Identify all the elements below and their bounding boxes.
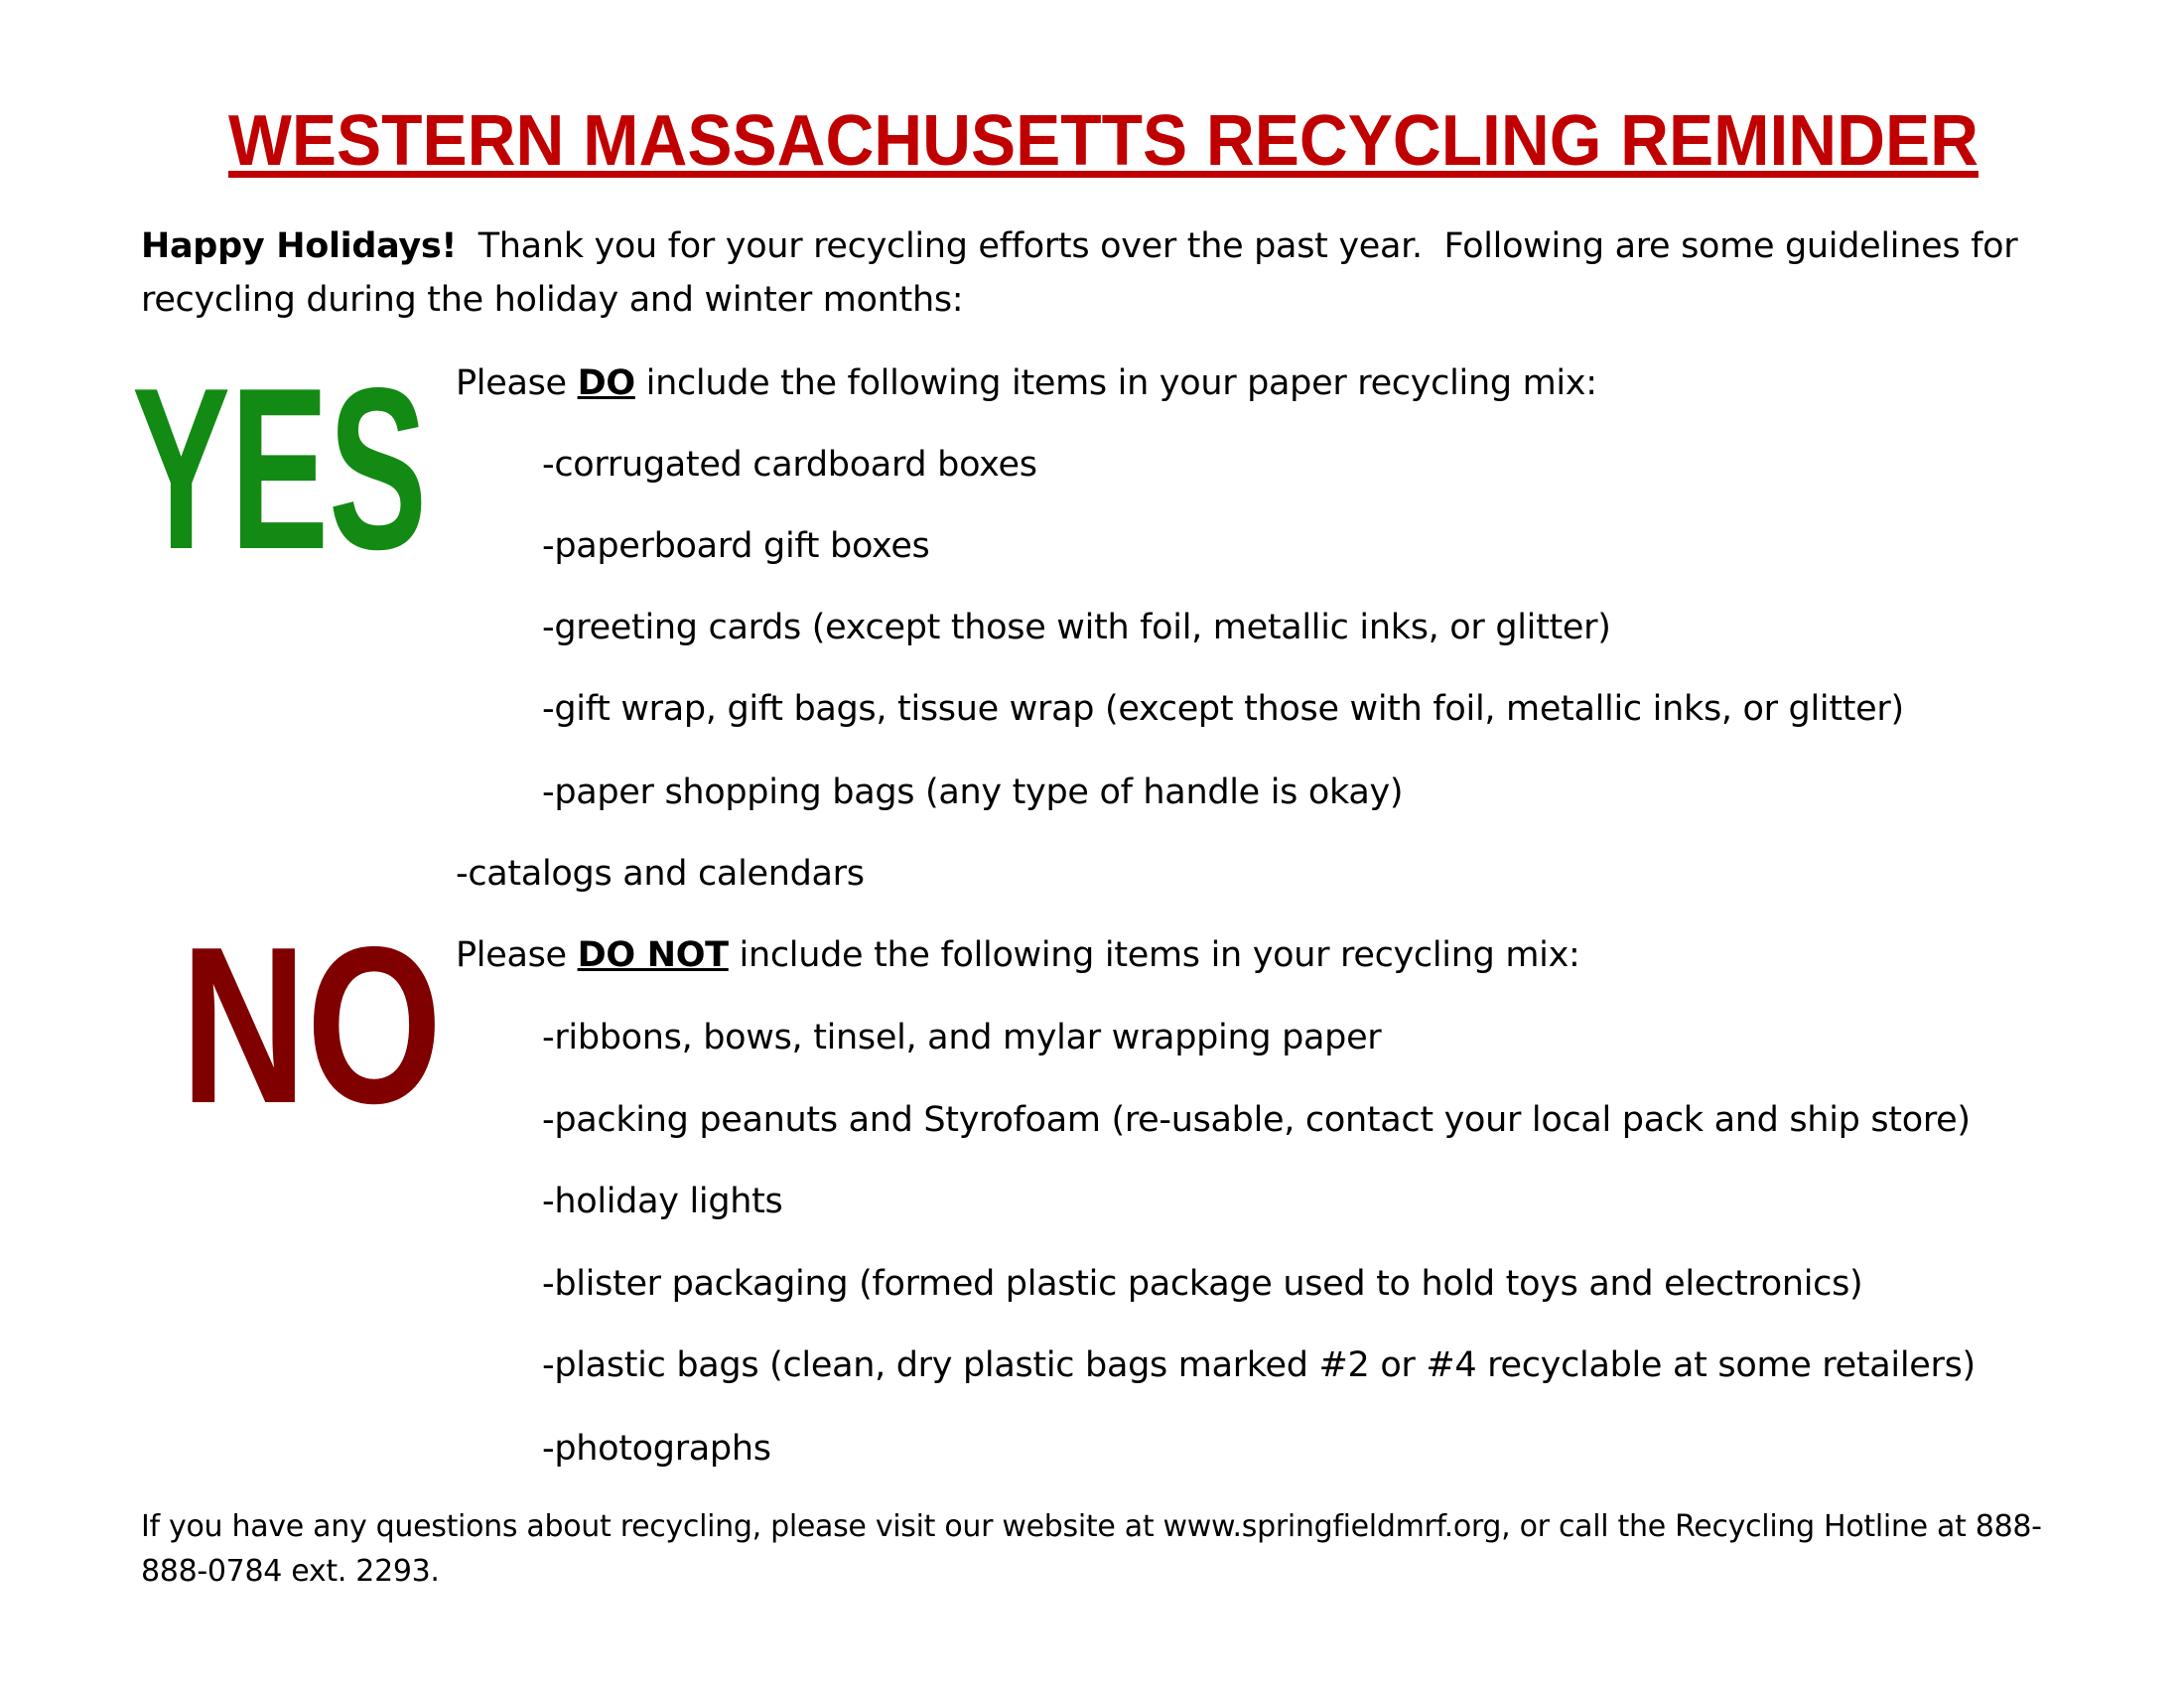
page-title: WESTERN MASSACHUSETTS RECYCLING REMINDER [228,101,1979,181]
yes-item: -greeting cards (except those with foil, metallic inks, or glitter) [542,608,1611,647]
yes-lead-prefix: Please [456,363,578,403]
yes-item: -corrugated cardboard boxes [542,445,1037,485]
yes-graphic: YES [132,341,428,598]
yes-item: -gift wrap, gift bags, tissue wrap (except those with foil, metallic inks, or glitter) [542,689,1904,729]
yes-item-extra: -catalogs and calendars [456,854,865,894]
intro-text: Thank you for your recycling efforts over the past year. Following are some guidelines for [457,226,2018,266]
footer-line-2: 888-0784 ext. 2293. [141,1554,440,1589]
greeting: Happy Holidays! [141,226,458,266]
no-lead-suffix: include the following items in your recycling mix: [728,935,1580,975]
no-item: -plastic bags (clean, dry plastic bags marked #2 or #4 recyclable at some retailers) [542,1345,1976,1385]
yes-item: -paper shopping bags (any type of handle is okay) [542,773,1404,812]
no-item: -ribbons, bows, tinsel, and mylar wrapping paper [542,1018,1382,1057]
yes-lead-suffix: include the following items in your paper recycling mix: [634,363,1597,403]
no-item: -holiday lights [542,1182,783,1221]
no-emphasis: DO NOT [577,935,729,975]
no-lead [456,933,1579,977]
yes-item: -paperboard gift boxes [542,526,930,566]
no-lead-prefix: Please [456,935,578,975]
yes-emphasis: DO [577,363,635,403]
no-item: -photographs [542,1429,771,1469]
no-item: -packing peanuts and Styrofoam (re-usable, contact your local pack and ship store) [542,1100,1971,1140]
no-item: -blister packaging (formed plastic package used to hold toys and electronics) [542,1264,1863,1304]
no-graphic: NO [181,900,443,1150]
footer-line-1: If you have any questions about recycling, please visit our website at www.springfieldmrf.org, or call the Recycling Hotline at 888- [141,1509,2042,1544]
yes-lead [456,361,1597,405]
intro-line-2: recycling during the holiday and winter months: [141,280,964,320]
intro-line-1 [141,224,2017,268]
